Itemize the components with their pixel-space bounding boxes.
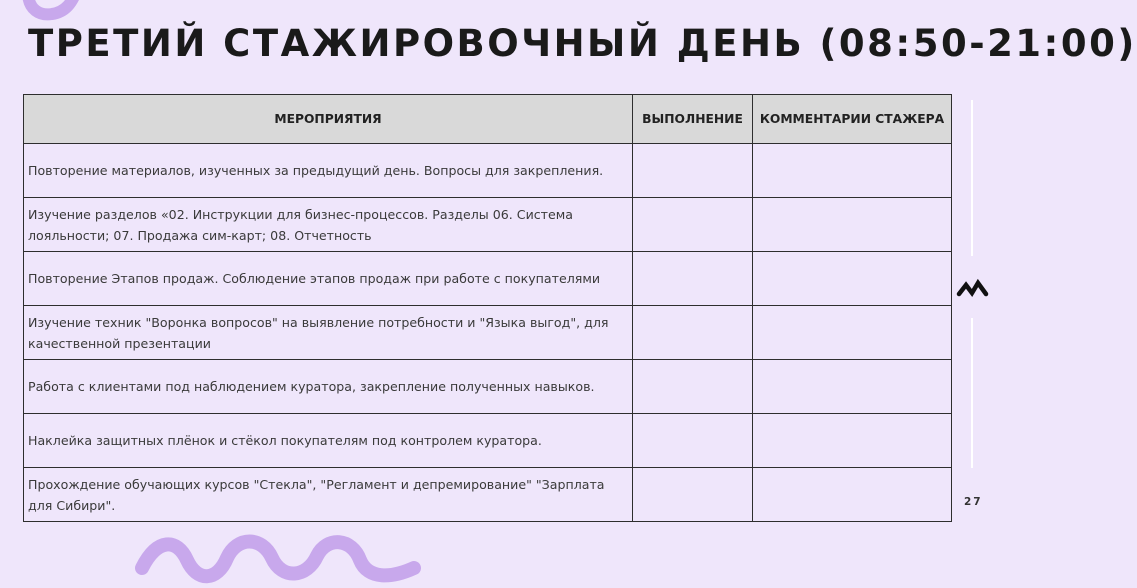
comment-cell[interactable]	[753, 144, 952, 198]
activity-cell: Изучение разделов «02. Инструкции для бизнес-процессов. Разделы 06. Система лояльности; 07. Продажа сим-карт; 08. Отчетность	[24, 198, 633, 252]
decorative-squiggle-top	[22, 0, 82, 22]
comment-cell[interactable]	[753, 360, 952, 414]
comment-cell[interactable]	[753, 252, 952, 306]
completion-cell[interactable]	[633, 306, 753, 360]
comment-cell[interactable]	[753, 414, 952, 468]
completion-cell[interactable]	[633, 252, 753, 306]
activity-cell: Прохождение обучающих курсов "Стекла", "Регламент и депремирование" "Зарплата для Сибири".	[24, 468, 633, 522]
page-title: ТРЕТИЙ СТАЖИРОВОЧНЫЙ ДЕНЬ (08:50-21:00)	[28, 22, 1137, 65]
column-header-activities: МЕРОПРИЯТИЯ	[24, 95, 633, 144]
table-row	[24, 360, 952, 414]
comment-cell[interactable]	[753, 306, 952, 360]
table-row	[24, 306, 952, 360]
table-row	[24, 468, 952, 522]
table-header-row	[24, 95, 952, 144]
schedule-table	[23, 94, 952, 522]
comment-cell[interactable]	[753, 198, 952, 252]
activity-cell: Повторение материалов, изученных за предыдущий день. Вопросы для закрепления.	[24, 144, 633, 198]
page-number: 27	[964, 496, 983, 508]
activity-cell: Наклейка защитных плёнок и стёкол покупателям под контролем куратора.	[24, 414, 633, 468]
brand-wave-logo-icon	[956, 279, 990, 299]
comment-cell[interactable]	[753, 468, 952, 522]
completion-cell[interactable]	[633, 360, 753, 414]
completion-cell[interactable]	[633, 198, 753, 252]
activity-cell: Работа с клиентами под наблюдением куратора, закрепление полученных навыков.	[24, 360, 633, 414]
completion-cell[interactable]	[633, 468, 753, 522]
side-rail-line-top	[971, 100, 973, 256]
decorative-squiggle-bottom	[132, 528, 422, 588]
table-row	[24, 198, 952, 252]
column-header-comments: КОММЕНТАРИИ СТАЖЕРА	[753, 95, 952, 144]
side-rail-line-bottom	[971, 318, 973, 468]
activity-cell: Повторение Этапов продаж. Соблюдение этапов продаж при работе с покупателями	[24, 252, 633, 306]
column-header-completion: ВЫПОЛНЕНИЕ	[633, 95, 753, 144]
table-row	[24, 144, 952, 198]
table-row	[24, 252, 952, 306]
activity-cell: Изучение техник "Воронка вопросов" на выявление потребности и "Языка выгод", для качественной презентации	[24, 306, 633, 360]
table-row	[24, 414, 952, 468]
completion-cell[interactable]	[633, 414, 753, 468]
completion-cell[interactable]	[633, 144, 753, 198]
